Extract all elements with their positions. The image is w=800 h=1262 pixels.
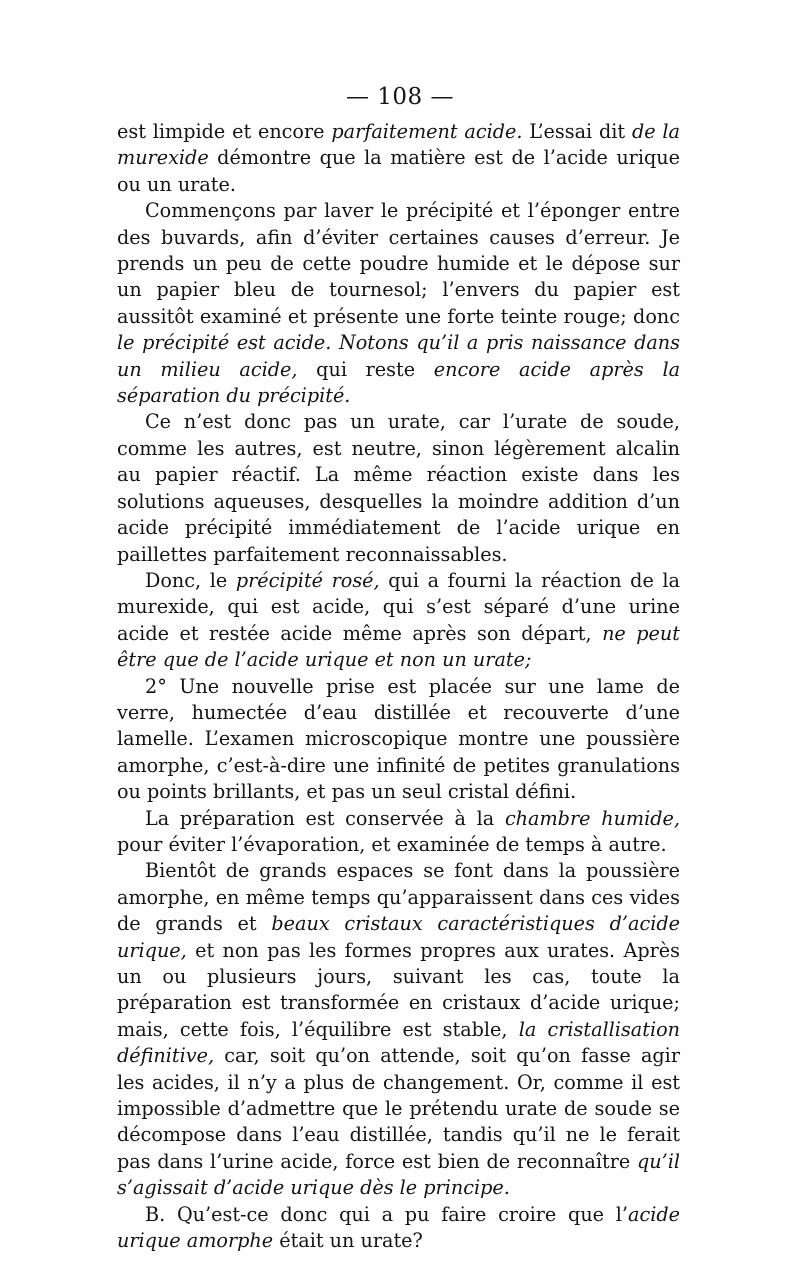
paragraph [117,858,680,1201]
paragraph [117,1202,680,1255]
text-span: Bientôt de grands espaces se font dans la poussière amorphe, en même temps qu’apparaissent dans ces vides de grands et [117,859,680,936]
paragraph [117,568,680,674]
italic-span: de la murexide [117,120,680,170]
italic-span: parfaitement acide. [331,120,523,143]
text-span: qui reste [297,357,434,381]
paragraph [117,119,680,198]
italic-span: chambre humide, [504,806,680,830]
text-span: pour éviter l’évaporation, et examinée de temps à autre. [117,832,667,856]
paragraph [117,409,680,567]
text-span: et non pas les formes propres aux urates. Après un ou plusieurs jours, suivant les cas, toute la préparation est transformée en cristaux d’acide urique; mais, cette fois, l’équilibre est stable, [117,938,680,1041]
text-span: qui a fourni la réaction de la murexide, qui est acide, qui s’est séparé d’une urine acide et restée acide même après son départ, [117,568,680,645]
text-span: 2° Une nouvelle prise est placée sur une lame de verre, humectée d’eau distillée et recouverte d’une lamelle. L’examen microscopique montre une poussière amorphe, c’est-à-dire une infinité de petites granulations ou points brillants, et pas un seul cristal défini. [117,674,680,804]
paragraph [117,198,680,409]
italic-span: acide urique amorphe [117,1202,680,1253]
italic-span: encore acide après la séparation du précipité. [117,357,681,408]
text-span: était un urate? [273,1229,423,1253]
italic-span: beaux cristaux caractéristiques d’acide urique, [117,912,680,962]
text-span: L’essai dit [522,120,632,143]
text-span: Donc, le [145,568,236,592]
body-text [117,119,680,1254]
italic-span: le précipité est acide. Notons qu’il a pris naissance dans un milieu acide, [117,331,680,381]
text-span: car, soit qu’on attende, soit qu’on fasse agir les acides, il n’y a plus de changement. Or, comme il est impossible d’admettre que le prétendu urate de soude se décompose dans l’eau distillée, tandis qu’il ne le ferait pas dans l’urine acide, force est bien de reconnaître [117,1044,680,1173]
italic-span: précipité rosé, [235,568,380,592]
page-number: — 108 — [345,84,455,110]
text-span: B. Qu’est-ce donc qui a pu faire croire que l’ [145,1202,629,1226]
text-span: Commençons par laver le précipité et l’éponger entre des buvards, afin d’éviter certaines causes d’erreur. Je prends un peu de cette poudre humide et le dépose sur un papier bleu de tournesol; l’envers du papier est aussitôt examiné et présente une forte teinte rouge; donc [117,199,680,328]
text-span: La préparation est conservée à la [145,806,505,830]
italic-span: ne peut être que de l’acide urique et non un urate; [117,621,680,672]
text-span: Ce n’est donc pas un urate, car l’urate de soude, comme les autres, est neutre, sinon légèrement alcalin au papier réactif. La même réaction existe dans les solutions aqueuses, desquelles la moindre addition d’un acide précipité immédiatement de l’acide urique en paillettes parfaitement reconnaissables. [117,410,680,566]
text-span: est limpide et encore [117,120,332,143]
paragraph [117,806,680,859]
italic-span: la cristallisation définitive, [117,1017,680,1068]
paragraph [117,674,680,806]
italic-span: qu’il s’agissait d’acide urique dès le principe. [117,1149,680,1200]
text-span: démontre que la matière est de l’acide urique ou un urate. [117,146,680,196]
